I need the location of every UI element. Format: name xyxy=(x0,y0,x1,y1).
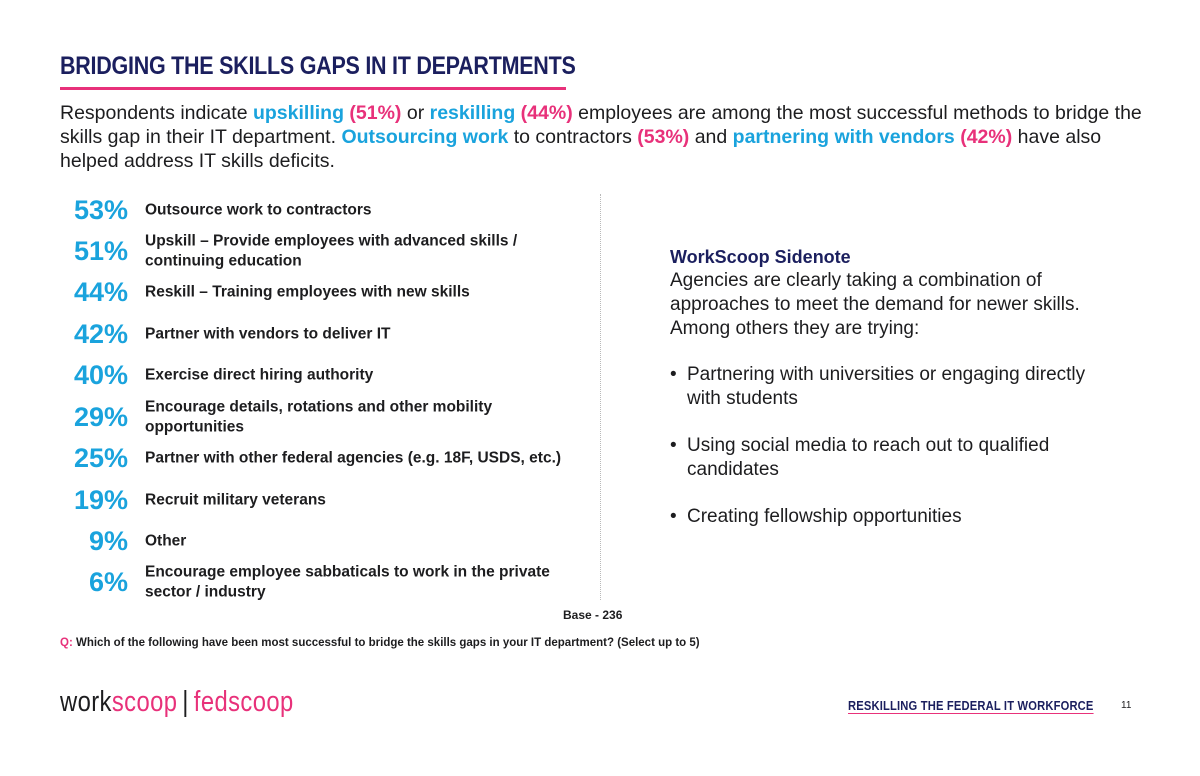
survey-question xyxy=(60,637,700,649)
sidenote-bullet: • Partnering with universities or engaging directly with students xyxy=(670,363,1110,411)
sidenote-title: WorkScoop Sidenote xyxy=(670,247,851,267)
stat-row xyxy=(56,355,596,395)
intro-text: or xyxy=(401,102,430,124)
intro-text: and xyxy=(689,126,733,148)
stat-row xyxy=(56,562,596,602)
stat-row xyxy=(56,231,596,271)
footer-title: RESKILLING THE FEDERAL IT WORKFORCE xyxy=(848,698,1094,713)
intro-highlight: (44%) xyxy=(520,102,573,124)
page-number: 11 xyxy=(1121,700,1132,711)
stat-row xyxy=(56,272,596,312)
stat-row xyxy=(56,314,596,354)
stat-row xyxy=(56,521,596,561)
stat-percent: 9% xyxy=(88,526,128,556)
stat-label: Encourage details, rotations and other mobility opportunities xyxy=(145,398,493,435)
stat-percent: 25% xyxy=(73,443,128,473)
stat-percent: 51% xyxy=(73,236,128,266)
base-note: Base - 236 xyxy=(563,608,623,622)
stat-label: Outsource work to contractors xyxy=(145,201,372,219)
column-divider xyxy=(600,194,601,600)
stat-percent: 6% xyxy=(88,567,128,597)
intro-paragraph xyxy=(60,101,1150,173)
sidenote-bullets xyxy=(670,363,1110,529)
stat-label: Recruit military veterans xyxy=(145,491,326,509)
logo-scoop-2: scoop xyxy=(228,686,294,718)
stat-percent: 44% xyxy=(73,277,128,307)
logo-fed: fed xyxy=(193,686,229,718)
stat-row xyxy=(56,190,596,230)
stat-percent: 29% xyxy=(73,402,128,432)
logo-separator: | xyxy=(182,686,189,718)
sidenote-body: Agencies are clearly taking a combination of approaches to meet the demand for newer skills. Among others they are trying: xyxy=(670,270,1080,339)
page-title: BRIDGING THE SKILLS GAPS IN IT DEPARTMENTS xyxy=(60,52,576,80)
brand-logo xyxy=(60,686,294,719)
stat-row xyxy=(56,397,596,437)
sidenote-bullet: • Using social media to reach out to qualified candidates xyxy=(670,434,1110,482)
stat-label: Partner with other federal agencies (e.g. 18F, USDS, etc.) xyxy=(145,449,562,467)
question-text: Which of the following have been most successful to bridge the skills gaps in your IT department? (Select up to 5) xyxy=(72,637,700,649)
intro-highlight: (42%) xyxy=(960,126,1013,148)
intro-text: employees are among the most successful methods to bridge the skills gap in their IT department. xyxy=(60,102,1142,148)
title-underline xyxy=(60,87,566,90)
intro-highlight: reskilling xyxy=(429,102,516,124)
stat-row xyxy=(56,438,596,478)
intro-text: have also helped address IT skills deficits. xyxy=(60,126,1102,172)
intro-text: to contractors xyxy=(508,126,638,148)
intro-highlight: Outsourcing work xyxy=(341,126,509,148)
stat-label: Reskill – Training employees with new skills xyxy=(145,283,470,301)
stat-percent: 42% xyxy=(73,319,128,349)
intro-highlight: (51%) xyxy=(349,102,402,124)
logo-work: work xyxy=(60,686,112,718)
stat-percent: 40% xyxy=(73,360,128,390)
stat-label: Upskill – Provide employees with advanced skills / continuing education xyxy=(145,232,518,269)
question-prefix: Q: xyxy=(60,637,73,649)
stat-label: Partner with vendors to deliver IT xyxy=(145,325,391,343)
intro-highlight: partnering with vendors xyxy=(732,126,955,148)
intro-highlight: upskilling xyxy=(252,102,344,124)
intro-highlight: (53%) xyxy=(637,126,690,148)
sidenote-box xyxy=(670,246,1110,552)
logo-scoop: scoop xyxy=(111,686,178,718)
intro-text: Respondents indicate xyxy=(60,102,253,124)
sidenote-bullet: • Creating fellowship opportunities xyxy=(670,505,1110,529)
stat-label: Exercise direct hiring authority xyxy=(145,366,374,384)
stat-percent: 19% xyxy=(73,485,128,515)
stat-percent: 53% xyxy=(73,195,128,225)
stat-label: Other xyxy=(145,532,187,550)
stat-row xyxy=(56,480,596,520)
stat-label: Encourage employee sabbaticals to work in the private sector / industry xyxy=(145,563,550,600)
